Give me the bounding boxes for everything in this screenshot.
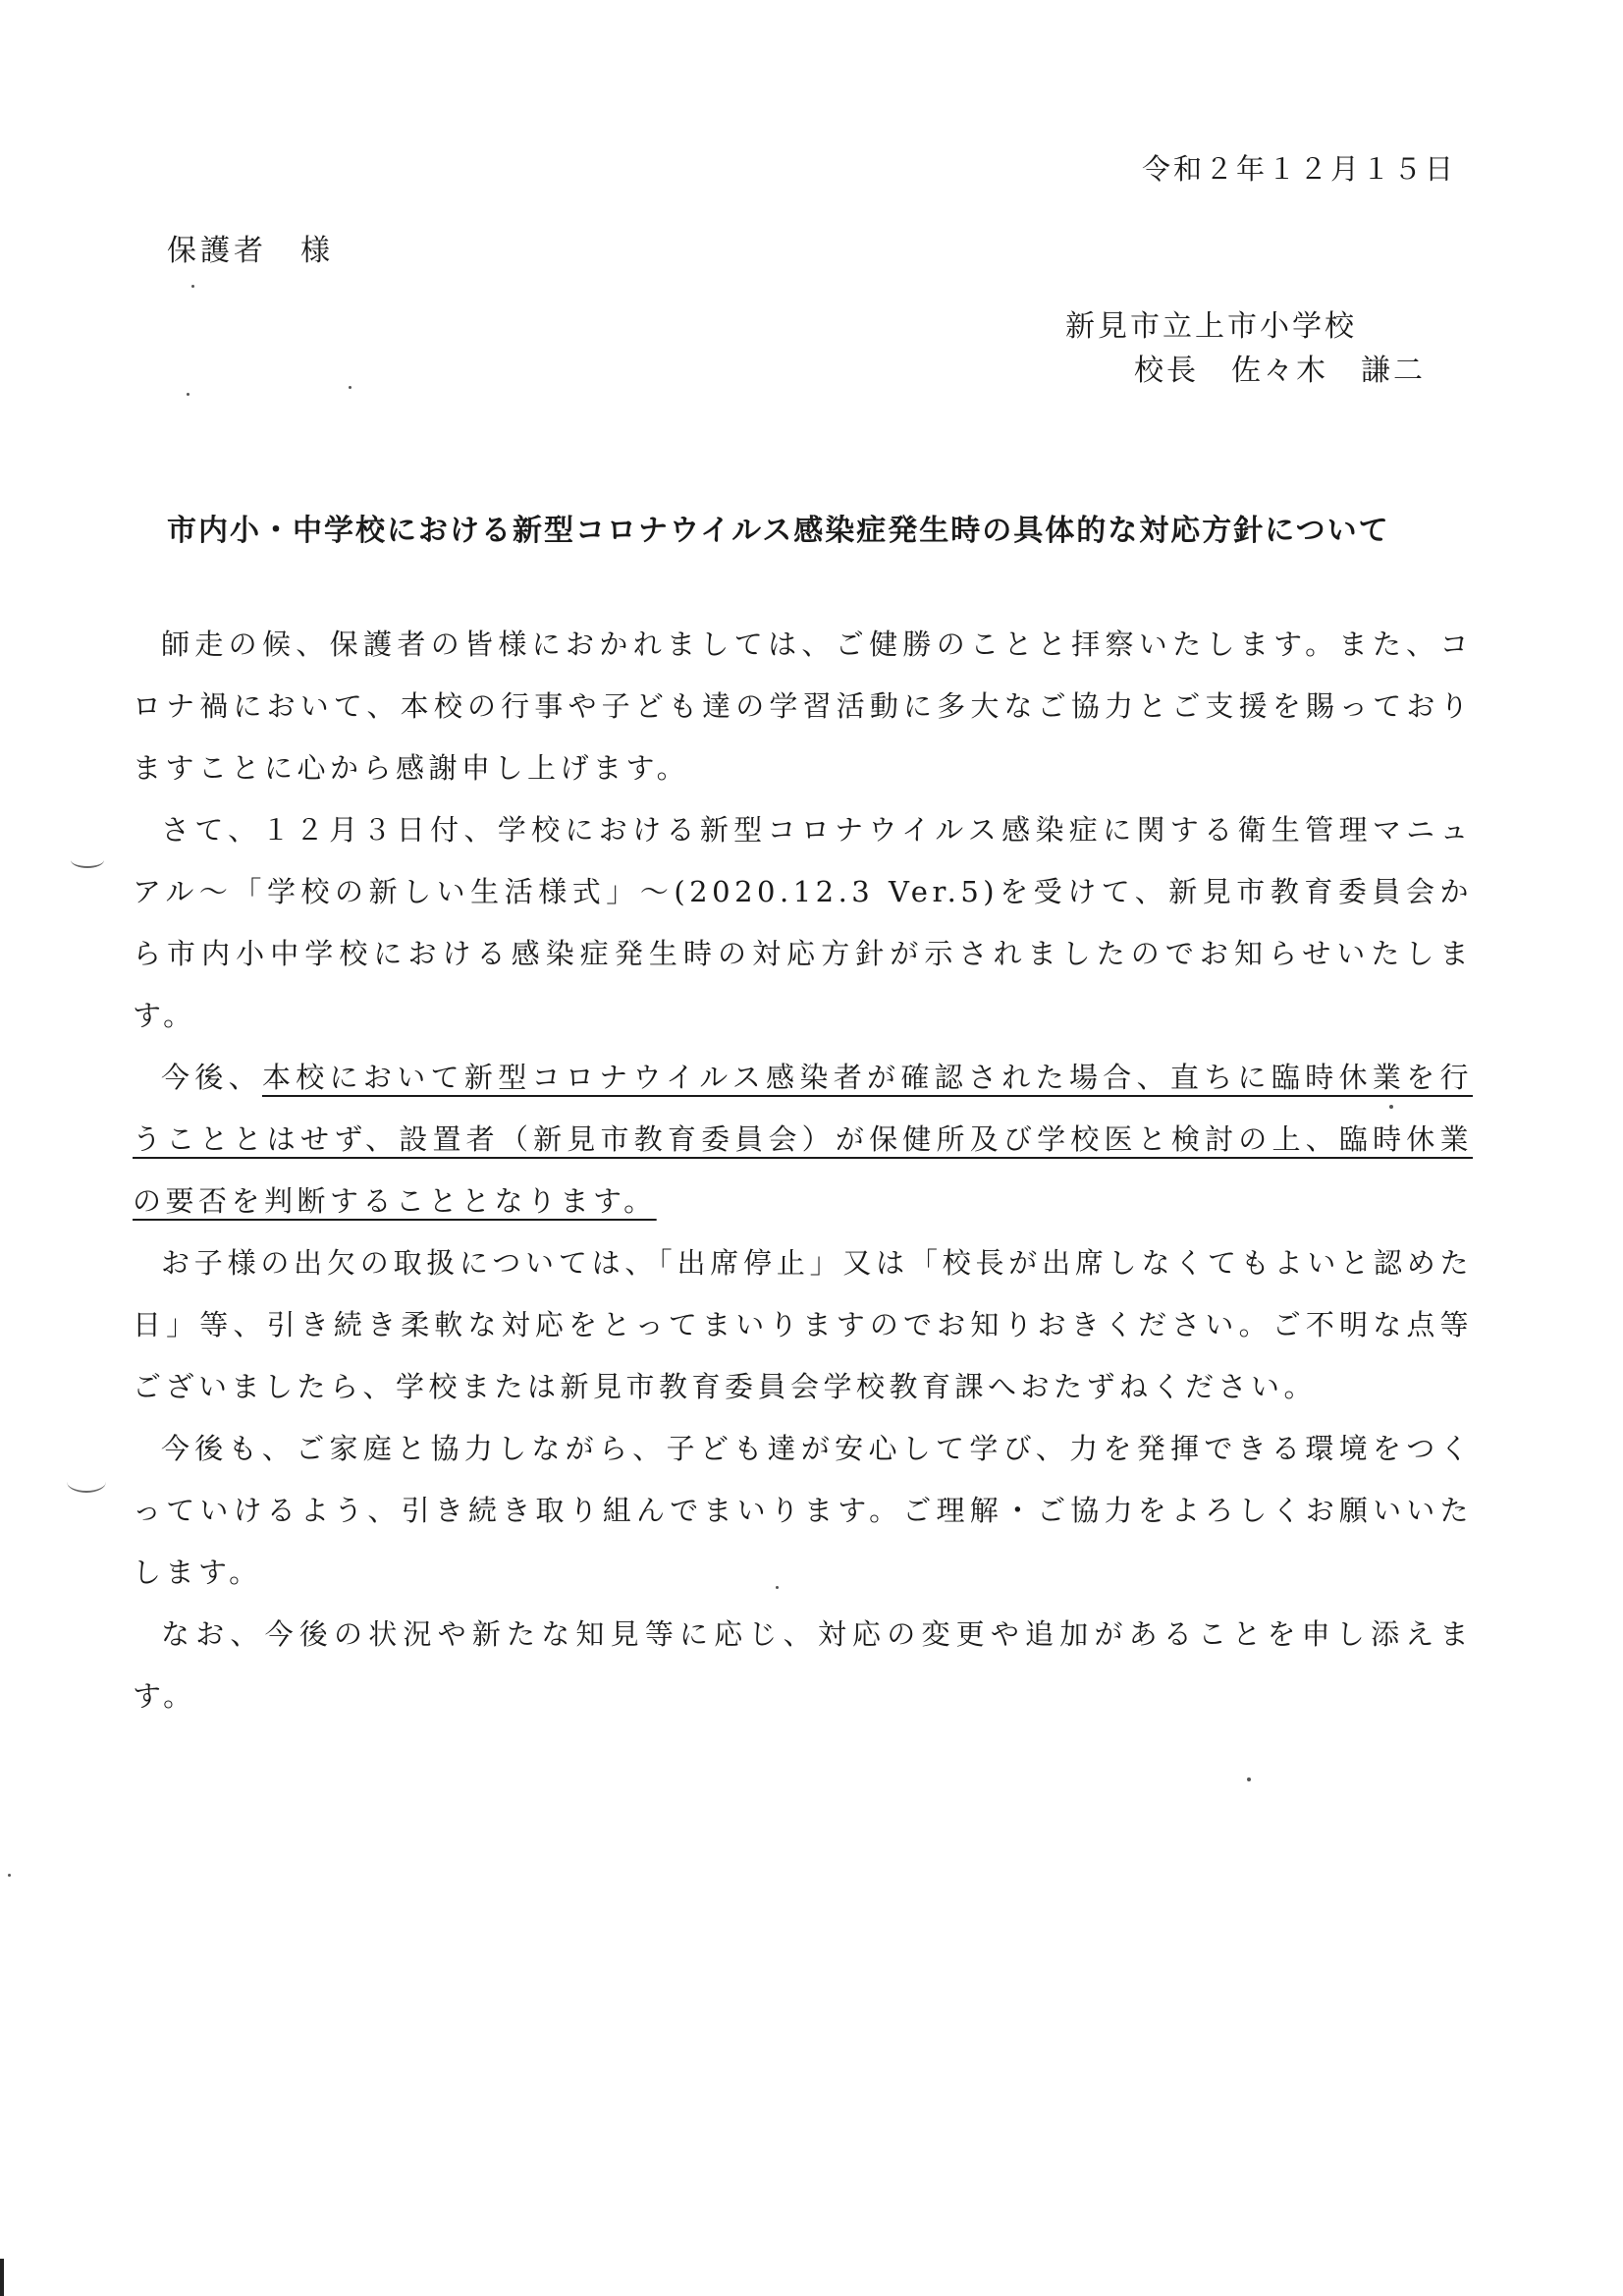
letter-body (133, 614, 1473, 1727)
scan-speck (1247, 1777, 1251, 1781)
paragraph-addendum: なお、今後の状況や新たな知見等に応じ、対応の変更や追加があることを申し添えます。 (133, 1617, 1473, 1713)
scan-speck (8, 1874, 11, 1877)
recipient: 保護者 様 (167, 234, 334, 268)
scan-speck (191, 285, 194, 288)
paragraph-attendance: お子様の出欠の取扱については、「出席停止」又は「校長が出席しなくてもよいと認めた日」等、引き続き柔軟な対応をとってまいりますのでお知りおきください。ご不明な点等ございましたら、学校または新見市教育委員会学校教育課へおたずねください。 (133, 1246, 1473, 1403)
paragraph-cooperation: 今後も、ご家庭と協力しながら、子ども達が安心して学び、力を発揮できる環境をつくっていけるよう、引き続き取り組んでまいります。ご理解・ご協力をよろしくお願いいたします。 (133, 1432, 1473, 1589)
scan-speck (1389, 1105, 1393, 1109)
scan-artifact-arc (71, 852, 104, 868)
principal-name: 校長 佐々木 謙二 (1134, 354, 1426, 388)
paragraph-notice: さて、１２月３日付、学校における新型コロナウイルス感染症に関する衛生管理マニュアル～「学校の新しい生活様式」～(2020.12.3 Ver.5)を受けて、新見市教育委員会から市内小中学校における感染症発生時の対応方針が示されましたのでお知らせいたします。 (133, 813, 1473, 1032)
paragraph-policy (133, 1047, 1473, 1232)
school-name: 新見市立上市小学校 (1065, 309, 1357, 344)
sender-block (1065, 304, 1426, 393)
scan-speck (187, 393, 189, 396)
letter-date: 令和２年１２月１５日 (1141, 152, 1456, 186)
scan-edge-mark (0, 2259, 4, 2296)
paragraph-greeting: 師走の候、保護者の皆様におかれましては、ご健勝のことと拝察いたします。また、コロナ禍において、本校の行事や子ども達の学習活動に多大なご協力とご支援を賜っておりますことに心から感謝申し上げます。 (133, 628, 1473, 785)
policy-underlined-text: 本校において新型コロナウイルス感染者が確認された場合、直ちに臨時休業を行うこととはせず、設置者（新見市教育委員会）が保健所及び学校医と検討の上、臨時休業の要否を判断することとなります。 (133, 1061, 1473, 1218)
scan-artifact-arc (67, 1471, 106, 1493)
policy-lead: 今後、 (161, 1061, 262, 1094)
scan-speck (776, 1586, 779, 1589)
letter-title: 市内小・中学校における新型コロナウイルス感染症発生時の具体的な対応方針について (167, 514, 1390, 548)
scan-speck (349, 386, 352, 389)
